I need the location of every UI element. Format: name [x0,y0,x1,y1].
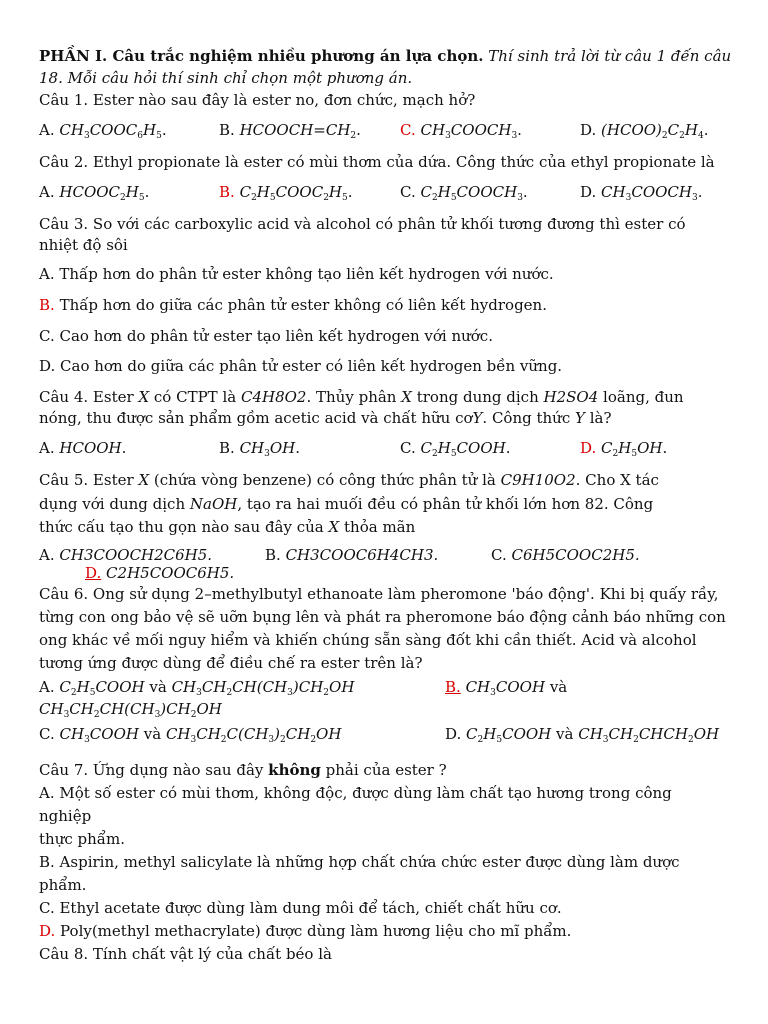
q7-option-c[interactable]: C. Ethyl acetate được dùng làm dung môi để tách, chiết chất hữu cơ. [39,899,562,917]
question-4-stem-cont: nóng, thu được sản phẩm gồm acetic acid và chất hữu cơY. Công thức Y là? [39,409,612,427]
question-7-stem: Câu 7. Ứng dụng nào sau đây không phải của ester ? [39,761,447,779]
q2-option-a[interactable]: A. $HCOOC_2H_5$. [39,183,150,203]
q3-option-c[interactable] [39,326,493,346]
q6-option-b[interactable]: B. $CH_3COOH$ và [445,678,568,698]
q1-option-a[interactable]: A. $CH_3COOC_6H_5$. [39,121,167,141]
q7-option-d[interactable] [39,921,571,941]
q7-option-a[interactable]: A. Một số ester có mùi thơm, không độc, được dùng làm chất tạo hương trong công [39,784,672,802]
option-label: D. [580,183,597,201]
question-3-stem: Câu 3. So với các carboxylic acid và alcohol có phân tử khối tương đương thì ester có [39,215,686,233]
q2-option-c[interactable]: C. $C_2H_5COOCH_3$. [400,183,528,203]
option-label: C. [39,725,55,743]
q5-option-b[interactable]: B. CH3COOC6H4CH3. [265,546,439,564]
option-label: C. [39,327,55,345]
q7-option-a-cont2: thực phẩm. [39,830,125,848]
section-instruction: Thí sinh trả lời từ câu 1 đến câu [488,47,732,65]
q3-option-b[interactable] [39,295,547,315]
q4-option-b[interactable]: B. $CH_3OH$. [219,439,301,459]
q5-option-a[interactable]: A. CH3COOCH2C6H5. [39,546,213,564]
q6-option-d[interactable]: D. $C_2H_5COOH$ và $CH_3CH_2CHCH_2OH$ [445,725,720,745]
option-label-answer: D. [85,564,102,582]
question-2-stem: Câu 2. Ethyl propionate là ester có mùi thơm của dứa. Công thức của ethyl propionate là [39,153,715,171]
question-4-stem: Câu 4. Ester X có CTPT là C4H8O2. Thủy phân X trong dung dịch H2SO4 loãng, đun [39,388,684,406]
option-label-answer: D. [580,439,597,457]
q1-option-b[interactable]: B. $HCOOCH=CH_2$. [219,121,361,141]
q1-option-d[interactable]: D. $(HCOO)_2C_2H_4$. [580,121,709,141]
question-6-stem: Câu 6. Ong sử dụng 2–methylbutyl ethanoate làm pheromone 'báo động'. Khi bị quấy rầy, [39,585,719,603]
q4-option-d[interactable]: D. $C_2H_5OH$. [580,439,668,459]
q6-option-a[interactable]: A. $C_2H_5COOH$ và $CH_3CH_2CH(CH_3)CH_2OH$ [39,678,355,698]
q7-option-a-cont: nghiệp [39,807,92,825]
option-text: Cao hơn do giữa các phân tử ester có liên kết hydrogen bền vững. [60,357,563,375]
option-label: A. [39,121,55,139]
option-text: Thấp hơn do phân tử ester không tạo liên kết hydrogen với nước. [59,265,554,283]
q4-option-c[interactable]: C. $C_2H_5COOH$. [400,439,511,459]
q2-option-b[interactable]: B. $C_2H_5COOC_2H_5$. [219,183,353,203]
option-label: A. [39,678,55,696]
option-label: A. [39,439,55,457]
option-label: B. [265,546,281,564]
question-6-stem-cont3: tương ứng được dùng để điều chế ra ester trên là? [39,654,423,672]
section-title: PHẦN I. Câu trắc nghiệm nhiều phương án lựa chọn. [39,47,484,65]
question-5-stem: Câu 5. Ester X (chứa vòng benzene) có công thức phân tử là C9H10O2. Cho X tác [39,471,659,489]
q7-option-b[interactable]: B. Aspirin, methyl salicylate là những hợp chất chứa chức ester được dùng làm dược [39,853,680,871]
question-3-stem-cont: nhiệt độ sôi [39,236,128,254]
option-label-answer: D. [39,922,56,940]
section-instruction-cont [39,68,412,88]
question-6-stem-cont2: ong khác về mối nguy hiểm và khiến chúng sẵn sàng đốt khi cần thiết. Acid và alcohol [39,631,697,649]
instruction-line2: 18. Mỗi câu hỏi thí sinh chỉ chọn một phương án. [39,69,413,87]
option-label: A. [39,183,55,201]
option-label: C. [400,183,416,201]
q5-option-d[interactable]: D. C2H5COOC6H5. [85,564,235,582]
option-label-answer: C. [400,121,416,139]
q6-option-b-cont: $CH_3CH_2CH(CH_3)CH_2OH$ [39,700,222,720]
q2-option-d[interactable]: D. $CH_3COOCH_3$. [580,183,703,203]
option-text: Poly(methyl methacrylate) được dùng làm hương liệu cho mĩ phẩm. [60,922,572,940]
q3-option-a[interactable] [39,264,554,284]
q3-option-d[interactable] [39,356,562,376]
option-label: B. [219,439,235,457]
question-5-stem-cont: dụng với dung dịch NaOH, tạo ra hai muối đều có phân tử khối lớn hơn 82. Công [39,495,654,513]
option-text: Cao hơn do phân tử ester tạo liên kết hydrogen với nước. [59,327,493,345]
section-header [39,46,731,66]
option-label: D. [39,357,56,375]
question-1-stem: Câu 1. Ester nào sau đây là ester no, đơn chức, mạch hở? [39,91,476,109]
option-text: Thấp hơn do giữa các phân tử ester không có liên kết hydrogen. [59,296,547,314]
option-label: A. [39,546,55,564]
option-label: D. [580,121,597,139]
q5-option-c[interactable]: C. C6H5COOC2H5. [491,546,640,564]
emphasis-not: không [268,761,321,779]
question-8-stem: Câu 8. Tính chất vật lý của chất béo là [39,945,332,963]
option-label-answer: B. [219,183,235,201]
q4-option-a[interactable]: A. HCOOH. [39,439,127,457]
option-label-answer: B. [39,296,55,314]
option-label: C. [400,439,416,457]
question-6-stem-cont: từng con ong bảo vệ sẽ uỡn bụng lên và phát ra pheromone báo động cảnh báo những con [39,608,726,626]
option-label: C. [491,546,507,564]
option-label-answer: B. [445,678,461,696]
q7-option-b-cont: phẩm. [39,876,87,894]
question-5-stem-cont2: thức cấu tạo thu gọn nào sau đây của X thỏa mãn [39,518,416,536]
option-label: D. [445,725,462,743]
option-label: A. [39,265,55,283]
option-label: B. [219,121,235,139]
q1-option-c[interactable]: C. $CH_3COOCH_3$. [400,121,522,141]
q6-option-c[interactable]: C. $CH_3COOH$ và $CH_3CH_2C(CH_3)_2CH_2OH$ [39,725,342,745]
